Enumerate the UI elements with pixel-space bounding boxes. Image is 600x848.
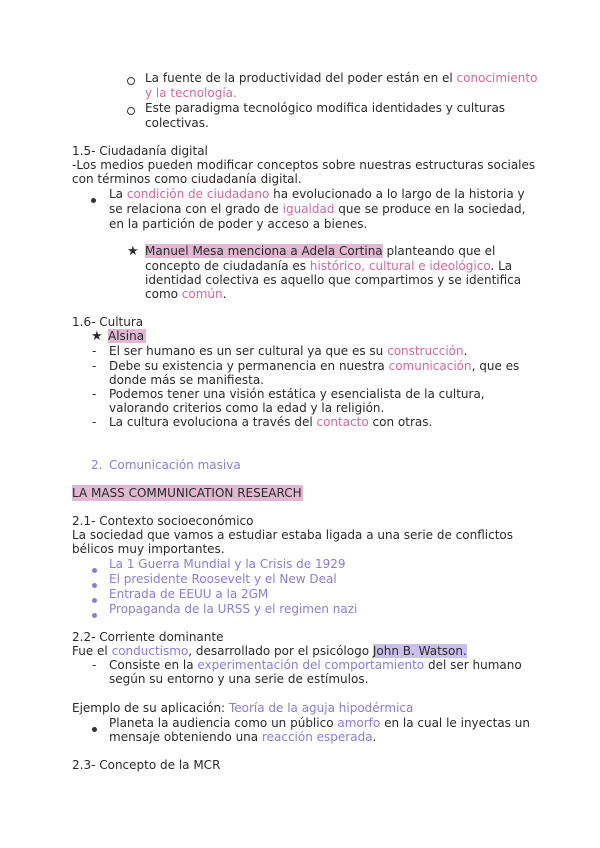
text-line: mensaje obteniendo una reacción esperada. bbox=[109, 730, 377, 744]
list-item: Entrada de EEUU a la 2GM bbox=[109, 587, 269, 601]
text-line: La fuente de la productividad del poder están en el conocimiento bbox=[145, 71, 538, 85]
list-item: Propaganda de la URSS y el regimen nazi bbox=[109, 602, 358, 616]
hollow-circle-bullet bbox=[127, 104, 135, 119]
filled-bullet bbox=[92, 592, 97, 607]
text-line: Debe su existencia y permanencia en nuestra comunicación, que es bbox=[109, 359, 520, 373]
section-number: 2. bbox=[91, 458, 103, 472]
text-line: donde más se manifiesta. bbox=[109, 373, 264, 387]
text-line: La condición de ciudadano ha evolucionado a lo largo de la historia y bbox=[109, 187, 525, 201]
text-line: Manuel Mesa menciona a Adela Cortina planteando que el bbox=[145, 244, 496, 258]
section-heading: 1.6- Cultura bbox=[72, 315, 144, 329]
section-heading: 2.2- Corriente dominante bbox=[72, 630, 224, 644]
text-line: bélicos muy importantes. bbox=[72, 542, 225, 556]
filled-bullet bbox=[91, 192, 96, 207]
text-line: se relaciona con el grado de igualdad que se produce en la sociedad, bbox=[109, 202, 526, 216]
text-line: concepto de ciudadanía es histórico, cultural e ideológico. La bbox=[145, 259, 513, 273]
section-heading: 2.3- Concepto de la MCR bbox=[72, 758, 221, 772]
dash-bullet: - bbox=[92, 658, 97, 672]
list-item: El presidente Roosevelt y el New Deal bbox=[109, 572, 337, 586]
text-line: con términos como ciudadanía digital. bbox=[72, 172, 302, 186]
text-line: La sociedad que vamos a estudiar estaba ligada a una serie de conflictos bbox=[72, 528, 513, 542]
star-icon: ★ bbox=[91, 329, 103, 344]
filled-bullet bbox=[92, 607, 97, 622]
filled-bullet bbox=[92, 577, 97, 592]
text-line: La cultura evoluciona a través del contacto con otras. bbox=[109, 415, 433, 429]
text-line: Fue el conductismo, desarrollado por el psicólogo John B. Watson. bbox=[72, 644, 467, 658]
hollow-circle-bullet bbox=[127, 74, 135, 89]
dash-bullet: - bbox=[92, 359, 97, 373]
text-line: Ejemplo de su aplicación: Teoría de la aguja hipodérmica bbox=[72, 701, 414, 715]
filled-bullet bbox=[92, 721, 97, 736]
text-line: identidad colectiva es aquello que compartimos y se identifica bbox=[145, 273, 522, 287]
text-line: Consiste en la experimentación del comportamiento del ser humano bbox=[109, 658, 522, 672]
section-heading: 1.5- Ciudadanía digital bbox=[72, 144, 208, 158]
text-line: como común. bbox=[145, 287, 227, 301]
list-item: La 1 Guerra Mundial y la Crisis de 1929 bbox=[109, 557, 346, 571]
filled-bullet bbox=[92, 562, 97, 577]
dash-bullet: - bbox=[92, 344, 97, 358]
text-line: El ser humano es un ser cultural ya que es su construcción. bbox=[109, 344, 468, 358]
dash-bullet: - bbox=[92, 387, 97, 401]
text-line: colectivas. bbox=[145, 116, 209, 130]
text-line: en la partición de poder y acceso a bienes. bbox=[109, 217, 368, 231]
star-icon: ★ bbox=[127, 244, 139, 259]
text-line: según su entorno y una serie de estímulos. bbox=[109, 672, 369, 686]
text-line: -Los medios pueden modificar conceptos sobre nuestras estructuras sociales bbox=[72, 158, 536, 172]
dash-bullet: - bbox=[92, 415, 97, 429]
banner-title: LA MASS COMMUNICATION RESEARCH bbox=[72, 486, 302, 500]
section-heading: 2.1- Contexto socioeconómico bbox=[72, 514, 254, 528]
text-line: Planeta la audiencia como un público amorfo en la cual le inyectas un bbox=[109, 716, 530, 730]
section-title: Comunicación masiva bbox=[109, 458, 241, 472]
text-line: y la tecnología. bbox=[145, 86, 237, 100]
text-line: Este paradigma tecnológico modifica identidades y culturas bbox=[145, 101, 506, 115]
text-line: Alsina bbox=[108, 329, 145, 343]
text-line: Podemos tener una visión estática y esencialista de la cultura, bbox=[109, 387, 485, 401]
text-line: valorando criterios como la edad y la religión. bbox=[109, 401, 385, 415]
